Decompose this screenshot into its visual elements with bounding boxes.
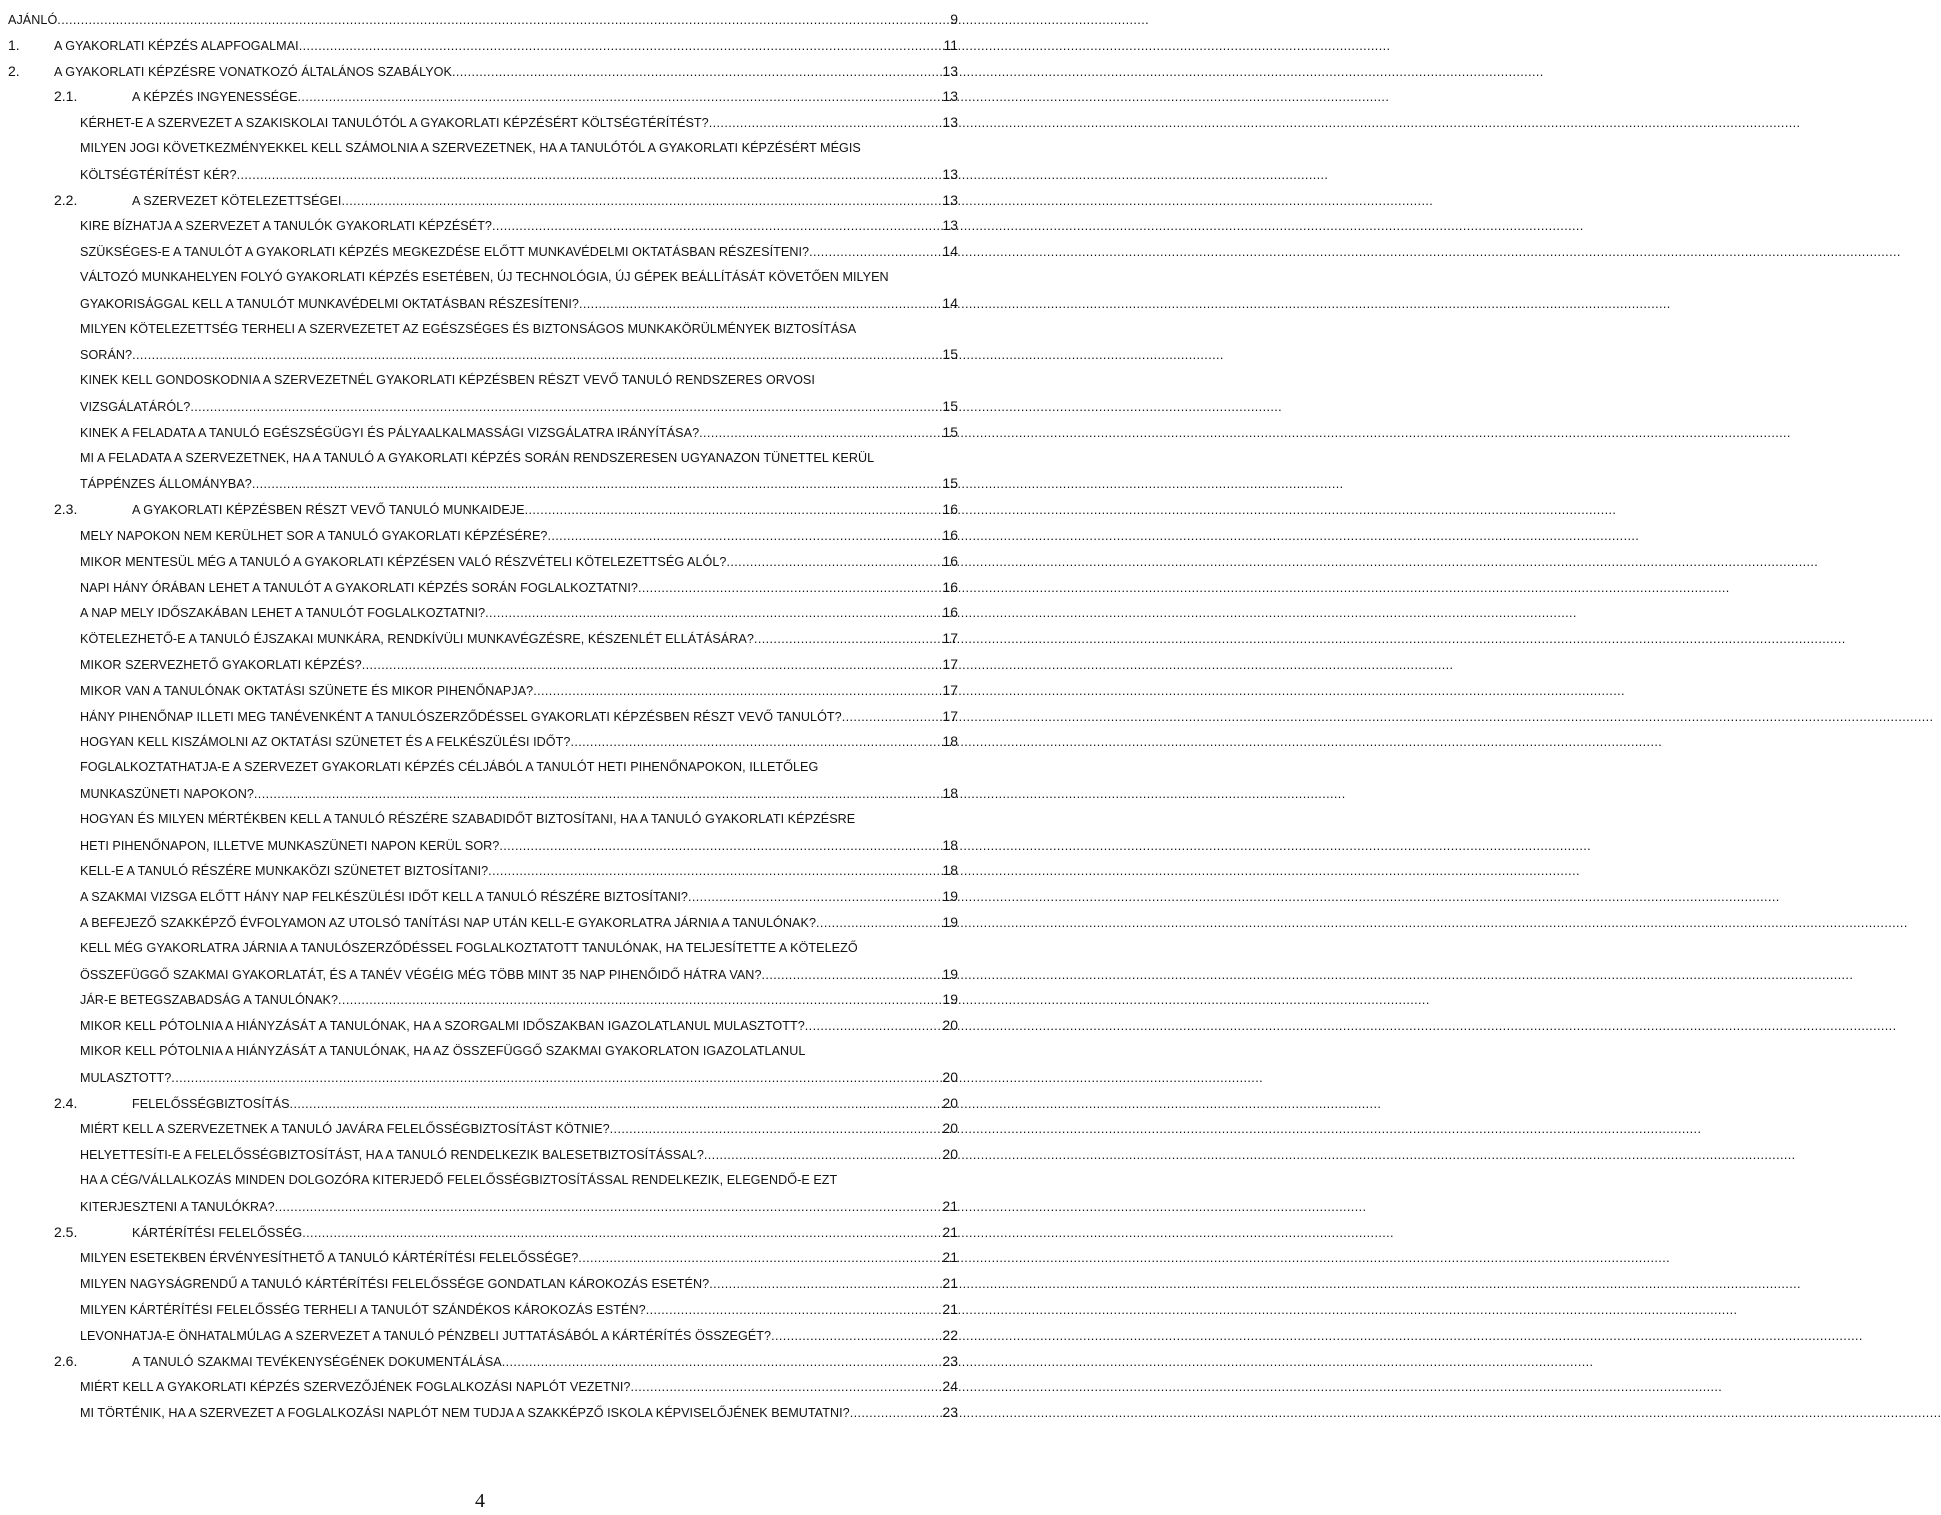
dot-leader — [754, 626, 942, 652]
toc-page-number[interactable]: 13 — [942, 165, 958, 182]
toc-entry[interactable] — [80, 1064, 958, 1090]
toc-entry-text[interactable]: ÖSSZEFÜGGŐ SZAKMAI GYAKORLATÁT, ÉS A TANÉV VÉGÉIG MÉG TÖBB MINT 35 NAP PIHENŐIDŐ HÁTRA VAN? — [80, 967, 762, 982]
toc-page-number[interactable]: 22 — [942, 1326, 958, 1343]
dot-leader — [547, 523, 941, 549]
toc-entry-number: 2. — [8, 62, 20, 79]
toc-page-number[interactable]: 20 — [942, 1094, 958, 1111]
dot-leader — [630, 1374, 941, 1400]
dot-leader — [502, 1349, 942, 1375]
dot-leader — [699, 420, 941, 446]
toc-entry[interactable] — [132, 83, 958, 109]
toc-page-number[interactable]: 21 — [942, 1249, 958, 1266]
toc-entry[interactable] — [80, 857, 958, 883]
dot-leader — [570, 729, 941, 755]
toc-page-number[interactable]: 16 — [942, 604, 958, 621]
toc-entry[interactable] — [80, 522, 958, 548]
toc-entry-text[interactable]: HOGYAN ÉS MILYEN MÉRTÉKBEN KELL A TANULÓ RÉSZÉRE SZABADIDŐT BIZTOSÍTANI, HA A TANULÓ GYAKORLATI KÉPZÉSRE — [80, 811, 856, 826]
toc-entry-text[interactable]: A SZERVEZET KÖTELEZETTSÉGEI — [132, 193, 342, 208]
toc-entry[interactable] — [80, 832, 958, 858]
toc-entry-text[interactable]: GYAKORISÁGGAL KELL A TANULÓT MUNKAVÉDELMI OKTATÁSBAN RÉSZESÍTENI? — [80, 296, 579, 311]
toc-entry[interactable] — [80, 1193, 958, 1219]
toc-entry-text[interactable]: FELELŐSSÉGBIZTOSÍTÁS — [132, 1096, 290, 1111]
toc-entry-text[interactable]: MILYEN KÖTELEZETTSÉG TERHELI A SZERVEZETET AZ EGÉSZSÉGES ÉS BIZTONSÁGOS MUNKAKÖRÜLMÉNYEK BIZTOSÍTÁSA — [80, 321, 857, 336]
dot-leader — [726, 549, 941, 575]
toc-page-number[interactable]: 16 — [942, 501, 958, 518]
dot-leader — [578, 1245, 941, 1271]
dot-leader — [254, 781, 942, 807]
toc-entry[interactable] — [80, 728, 958, 754]
toc-entry-text[interactable]: MIKOR SZERVEZHETŐ GYAKORLATI KÉPZÉS? — [80, 658, 362, 672]
toc-entry[interactable] — [80, 290, 958, 316]
toc-page-number[interactable]: 13 — [942, 62, 958, 79]
toc-page-number[interactable]: 20 — [942, 1146, 958, 1163]
dot-leader — [298, 84, 942, 110]
toc-entry-text[interactable]: LEVONHATJA-E ÖNHATALMÚLAG A SZERVEZET A TANULÓ PÉNZBELI JUTTATÁSÁBÓL A KÁRTÉRÍTÉS ÖSSZEGÉT? — [80, 1328, 772, 1343]
toc-entry-text[interactable]: MUNKASZÜNETI NAPOKON? — [80, 787, 254, 801]
toc-entry-text[interactable]: MILYEN KÁRTÉRÍTÉSI FELELŐSSÉG TERHELI A TANULÓT SZÁNDÉKOS KÁROKOZÁS ESTÉN? — [80, 1303, 646, 1317]
toc-page-number[interactable]: 20 — [942, 1017, 958, 1034]
toc-entry-text[interactable]: MIKOR KELL PÓTOLNIA A HIÁNYZÁSÁT A TANULÓNAK, HA AZ ÖSSZEFÜGGŐ SZAKMAI GYAKORLATON IGAZOLATLANUL — [80, 1044, 806, 1058]
toc-entry-text[interactable]: VIZSGÁLATÁRÓL? — [80, 400, 191, 414]
dot-leader — [362, 652, 942, 678]
dot-leader — [809, 239, 941, 265]
dot-leader — [646, 1297, 942, 1323]
toc-entry[interactable] — [80, 1141, 958, 1167]
dot-leader — [771, 1323, 941, 1349]
dot-leader — [452, 59, 941, 85]
toc-entry[interactable] — [80, 212, 958, 238]
toc-entry-text[interactable]: MILYEN ESETEKBEN ÉRVÉNYESÍTHETŐ A TANULÓ KÁRTÉRÍTÉSI FELELŐSSÉGE? — [80, 1251, 579, 1266]
toc-page-number[interactable]: 16 — [942, 578, 958, 595]
dot-leader — [237, 162, 942, 188]
toc-page-number[interactable]: 21 — [942, 1275, 958, 1292]
toc-page-number[interactable]: 13 — [942, 217, 958, 234]
toc-entry-text[interactable]: KÖLTSÉGTÉRÍTÉST KÉR? — [80, 167, 237, 182]
toc-page-number[interactable]: 13 — [942, 88, 958, 105]
toc-entry-text[interactable]: MIÉRT KELL A GYAKORLATI KÉPZÉS SZERVEZŐJÉNEK FOGLALKOZÁSI NAPLÓT VEZETNI? — [80, 1380, 631, 1395]
dot-leader — [338, 987, 941, 1013]
toc-page-number[interactable]: 20 — [942, 1120, 958, 1137]
toc-entry[interactable] — [80, 1373, 958, 1399]
toc-page-number[interactable]: 19 — [942, 888, 958, 905]
toc-entry-text[interactable]: MIÉRT KELL A SZERVEZETNEK A TANULÓ JAVÁRA FELELŐSSÉGBIZTOSÍTÁST KÖTNIE? — [80, 1122, 610, 1137]
toc-entry[interactable] — [132, 187, 958, 213]
dot-leader — [579, 291, 941, 317]
dot-leader — [341, 188, 941, 214]
page-number: 4 — [475, 1490, 485, 1512]
toc-entry-text[interactable]: MIKOR KELL PÓTOLNIA A HIÁNYZÁSÁT A TANULÓNAK, HA A SZORGALMI IDŐSZAKBAN IGAZOLATLANUL MULASZTOTT? — [80, 1019, 805, 1034]
dot-leader — [533, 678, 941, 704]
toc-entry-text[interactable]: MIKOR VAN A TANULÓNAK OKTATÁSI SZÜNETE ÉS MIKOR PIHENŐNAPJA? — [80, 683, 534, 698]
dot-leader — [842, 704, 942, 730]
toc-entry-number: 2.4. — [54, 1094, 78, 1111]
toc-entry[interactable] — [80, 651, 958, 677]
toc-page-number[interactable]: 19 — [942, 965, 958, 982]
dot-leader — [190, 394, 941, 420]
dot-leader — [709, 1271, 941, 1297]
toc-entry[interactable] — [80, 1244, 958, 1270]
dot-leader — [290, 1091, 942, 1117]
toc-entry-number: 2.2. — [54, 191, 78, 208]
dot-leader — [499, 833, 941, 859]
dot-leader — [688, 884, 941, 910]
toc-entry-text[interactable]: HOGYAN KELL KISZÁMOLNI AZ OKTATÁSI SZÜNETET ÉS A FELKÉSZÜLÉSI IDŐT? — [80, 735, 571, 750]
toc-entry[interactable] — [132, 1348, 958, 1374]
toc-page-number[interactable]: 14 — [942, 294, 958, 311]
toc-page-number[interactable]: 15 — [942, 423, 958, 440]
toc-entry[interactable] — [80, 677, 958, 703]
toc-entry-text[interactable]: KELL-E A TANULÓ RÉSZÉRE MUNKAKÖZI SZÜNETET BIZTOSÍTANI? — [80, 864, 489, 879]
toc-page-number[interactable]: 19 — [942, 914, 958, 930]
toc-entry[interactable] — [80, 1399, 958, 1425]
toc-page-number[interactable]: 15 — [942, 475, 958, 492]
toc-entry-text[interactable]: A KÉPZÉS INGYENESSÉGE — [132, 90, 298, 105]
toc-entry[interactable] — [80, 548, 958, 574]
dot-leader — [525, 497, 942, 523]
toc-entry-text[interactable]: KIRE BÍZHATJA A SZERVEZET A TANULÓK GYAKORLATI KÉPZÉSÉT? — [80, 219, 492, 234]
dot-leader — [762, 962, 942, 988]
toc-entry[interactable] — [80, 238, 958, 264]
toc-entry[interactable] — [80, 780, 958, 806]
toc-entry-text[interactable]: KÖTELEZHETŐ-E A TANULÓ ÉJSZAKAI MUNKÁRA, RENDKÍVÜLI MUNKAVÉGZÉSRE, KÉSZENLÉT ELLÁTÁSÁRA? — [80, 632, 754, 647]
toc-entry[interactable] — [132, 1090, 958, 1116]
toc-page-number[interactable]: 9 — [950, 11, 958, 27]
toc-entry-text[interactable]: A GYAKORLATI KÉPZÉSRE VONATKOZÓ ÁLTALÁNOS SZABÁLYOK — [54, 64, 452, 79]
toc-entry-text[interactable]: HETI PIHENŐNAPON, ILLETVE MUNKASZÜNETI NAPON KERÜL SOR? — [80, 838, 500, 853]
toc-entry-text[interactable]: MULASZTOTT? — [80, 1070, 172, 1085]
toc-page-number[interactable]: 17 — [942, 707, 958, 724]
toc-entry[interactable] — [80, 574, 958, 600]
dot-leader — [57, 7, 949, 33]
toc-page-number[interactable]: 13 — [942, 114, 958, 131]
toc-entry[interactable] — [54, 32, 958, 58]
dot-leader — [302, 1220, 941, 1246]
toc-entry[interactable] — [80, 703, 958, 729]
toc-entry-number: 2.5. — [54, 1223, 78, 1240]
toc-entry[interactable] — [80, 883, 958, 909]
toc-page-number[interactable]: 17 — [942, 630, 958, 647]
dot-leader — [485, 600, 941, 626]
toc-entry-number: 1. — [8, 36, 20, 53]
toc-page-number[interactable]: 21 — [942, 1301, 958, 1317]
toc-entry-text[interactable]: MI A FELADATA A SZERVEZETNEK, HA A TANULÓ A GYAKORLATI KÉPZÉS SORÁN RENDSZERESEN UGYANAZON TÜNETTEL KERÜL — [80, 450, 875, 465]
toc-page-number[interactable]: 21 — [942, 1223, 958, 1240]
toc-page-number[interactable]: 14 — [942, 243, 958, 260]
toc-entry-text[interactable]: KÉRHET-E A SZERVEZET A SZAKISKOLAI TANULÓTÓL A GYAKORLATI KÉPZÉSÉRT KÖLTSÉGTÉRÍTÉST? — [80, 116, 709, 131]
toc-entry-text[interactable]: HELYETTESÍTI-E A FELELŐSSÉGBIZTOSÍTÁST, HA A TANULÓ RENDELKEZIK BALESETBIZTOSÍTÁSSAL? — [80, 1148, 704, 1163]
toc-page-number[interactable]: 21 — [942, 1197, 958, 1214]
toc-entry-number: 2.1. — [54, 88, 78, 105]
dot-leader — [275, 1194, 942, 1220]
toc-entry-text[interactable]: FOGLALKOZTATHATJA-E A SZERVEZET GYAKORLATI KÉPZÉS CÉLJÁBÓL A TANULÓT HETI PIHENŐNAPOKON, ILLETŐLEG — [80, 760, 819, 775]
toc-entry[interactable] — [80, 161, 958, 187]
toc-entry[interactable] — [132, 496, 958, 522]
toc-page-number[interactable]: 19 — [942, 991, 958, 1008]
toc-entry[interactable] — [132, 1219, 958, 1245]
toc-entry[interactable] — [80, 909, 958, 935]
toc-entry[interactable] — [80, 1322, 958, 1348]
toc-entry-text[interactable]: NAPI HÁNY ÓRÁBAN LEHET A TANULÓT A GYAKORLATI KÉPZÉS SORÁN FOGLALKOZTATNI? — [80, 580, 638, 595]
toc-entry[interactable] — [80, 961, 958, 987]
toc-entry-text[interactable]: KITERJESZTENI A TANULÓKRA? — [80, 1199, 275, 1214]
toc-page-number[interactable]: 18 — [942, 785, 958, 801]
toc-entry-number: 2.6. — [54, 1352, 78, 1369]
toc-page-number[interactable]: 16 — [942, 552, 958, 569]
toc-entry-text[interactable]: A GYAKORLATI KÉPZÉS ALAPFOGALMAI — [54, 38, 299, 53]
toc-page-number[interactable]: 17 — [942, 681, 958, 698]
dot-leader — [709, 110, 942, 136]
toc-page-number[interactable]: 11 — [943, 36, 958, 53]
toc-page-number[interactable]: 24 — [942, 1378, 958, 1395]
toc-entry-text[interactable]: JÁR-E BETEGSZABADSÁG A TANULÓNAK? — [80, 993, 339, 1008]
toc-entry[interactable] — [80, 599, 958, 625]
toc-entry[interactable] — [80, 419, 958, 445]
toc-entry-text[interactable]: HA A CÉG/VÁLLALKOZÁS MINDEN DOLGOZÓRA KITERJEDŐ FELELŐSSÉGBIZTOSÍTÁSSAL RENDELKEZIK, ELEGENDŐ-E EZT — [80, 1173, 838, 1187]
dot-leader — [805, 1013, 942, 1039]
toc-entry-text[interactable]: AJÁNLÓ — [8, 13, 58, 27]
dot-leader — [488, 858, 941, 884]
toc-page-number[interactable]: 13 — [942, 191, 958, 208]
toc-entry-text[interactable]: KINEK KELL GONDOSKODNIA A SZERVEZETNÉL GYAKORLATI KÉPZÉSBEN RÉSZT VEVŐ TANULÓ RENDSZERES ORVOSI — [80, 373, 815, 388]
toc-entry-text[interactable]: HÁNY PIHENŐNAP ILLETI MEG TANÉVENKÉNT A TANULÓSZERZŐDÉSSEL GYAKORLATI KÉPZÉSBEN RÉSZT VEVŐ TANULÓT? — [80, 709, 842, 724]
dot-leader — [299, 33, 943, 59]
toc-entry-text[interactable]: KÁRTÉRÍTÉSI FELELŐSSÉG — [132, 1225, 303, 1240]
toc-page-number[interactable]: 23 — [942, 1352, 958, 1369]
toc-page-number[interactable]: 23 — [942, 1404, 958, 1421]
toc-page-number[interactable]: 20 — [942, 1068, 958, 1085]
dot-leader — [638, 575, 941, 601]
toc-entry[interactable] — [80, 1115, 958, 1141]
dot-leader — [492, 213, 941, 239]
toc-entry-text[interactable]: A BEFEJEZŐ SZAKKÉPZŐ ÉVFOLYAMON AZ UTOLSÓ TANÍTÁSI NAP UTÁN KELL-E GYAKORLATRA JÁRNIA A TANULÓNAK? — [80, 916, 817, 930]
dot-leader — [610, 1116, 942, 1142]
toc-entry[interactable] — [80, 1296, 958, 1322]
dot-leader — [252, 471, 942, 497]
toc-entry-text[interactable]: MILYEN NAGYSÁGRENDŰ A TANULÓ KÁRTÉRÍTÉSI FELELŐSSÉGE GONDATLAN KÁROKOZÁS ESETÉN? — [80, 1277, 710, 1292]
toc-entry-text[interactable]: VÁLTOZÓ MUNKAHELYEN FOLYÓ GYAKORLATI KÉPZÉS ESETÉBEN, ÚJ TECHNOLÓGIA, ÚJ GÉPEK BEÁLLÍTÁSÁT KÖVETŐEN MILYEN — [80, 270, 889, 284]
toc-entry[interactable] — [80, 1012, 958, 1038]
toc-page-number[interactable]: 17 — [942, 656, 958, 672]
toc-entry[interactable] — [8, 6, 958, 32]
toc-entry-text[interactable]: TÁPPÉNZES ÁLLOMÁNYBA? — [80, 477, 252, 492]
dot-leader — [850, 1400, 942, 1426]
toc-entry-text[interactable]: A GYAKORLATI KÉPZÉSBEN RÉSZT VEVŐ TANULÓ MUNKAIDEJE — [132, 503, 525, 518]
dot-leader — [132, 342, 941, 368]
toc-entry-text[interactable]: MELY NAPOKON NEM KERÜLHET SOR A TANULÓ GYAKORLATI KÉPZÉSÉRE? — [80, 529, 548, 543]
toc-entry-text[interactable]: A NAP MELY IDŐSZAKÁBAN LEHET A TANULÓT FOGLALKOZTATNI? — [80, 606, 486, 621]
toc-page-number[interactable]: 18 — [942, 862, 958, 879]
toc-entry[interactable] — [80, 470, 958, 496]
toc-page-number[interactable]: 15 — [942, 346, 958, 363]
toc-entry-text[interactable]: MI TÖRTÉNIK, HA A SZERVEZET A FOGLALKOZÁSI NAPLÓT NEM TUDJA A SZAKKÉPZŐ ISKOLA KÉPVISELŐJÉNEK BEMUTATNI? — [80, 1406, 850, 1421]
toc-entry[interactable] — [80, 109, 958, 135]
toc-entry[interactable] — [80, 625, 958, 651]
toc-entry-text[interactable]: MIKOR MENTESÜL MÉG A TANULÓ A GYAKORLATI KÉPZÉSEN VALÓ RÉSZVÉTELI KÖTELEZETTSÉG ALÓL? — [80, 554, 727, 569]
toc-entry[interactable] — [80, 341, 958, 367]
toc-entry-text[interactable]: MILYEN JOGI KÖVETKEZMÉNYEKKEL KELL SZÁMOLNIA A SZERVEZETNEK, HA A TANULÓTÓL A GYAKORLATI KÉPZÉSÉRT MÉGIS — [80, 141, 861, 155]
toc-page-number[interactable]: 15 — [942, 398, 958, 414]
toc-entry-text[interactable]: KINEK A FELADATA A TANULÓ EGÉSZSÉGÜGYI ÉS PÁLYAALKALMASSÁGI VIZSGÁLATRA IRÁNYÍTÁSA? — [80, 425, 700, 440]
toc-entry-number: 2.3. — [54, 501, 78, 518]
toc-entry-text[interactable]: KELL MÉG GYAKORLATRA JÁRNIA A TANULÓSZERZŐDÉSSEL FOGLALKOZTATOTT TANULÓNAK, HA TELJESÍTETTE A KÖTELEZŐ — [80, 940, 858, 955]
toc-page-number[interactable]: 16 — [942, 527, 958, 543]
dot-leader — [704, 1142, 942, 1168]
toc-entry-text[interactable]: A SZAKMAI VIZSGA ELŐTT HÁNY NAP FELKÉSZÜLÉSI IDŐT KELL A TANULÓ RÉSZÉRE BIZTOSÍTANI? — [80, 890, 688, 905]
toc-entry[interactable] — [80, 986, 958, 1012]
toc-entry-text[interactable]: SORÁN? — [80, 348, 133, 363]
toc-entry[interactable] — [80, 393, 958, 419]
toc-page-number[interactable]: 18 — [942, 836, 958, 853]
dot-leader — [171, 1065, 941, 1091]
toc-entry-text[interactable]: A TANULÓ SZAKMAI TEVÉKENYSÉGÉNEK DOKUMENTÁLÁSA — [132, 1354, 502, 1369]
toc-entry[interactable] — [54, 58, 958, 84]
toc-page-number[interactable]: 18 — [942, 733, 958, 750]
toc-entry[interactable] — [80, 1270, 958, 1296]
toc-entry-text[interactable]: SZÜKSÉGES-E A TANULÓT A GYAKORLATI KÉPZÉS MEGKEZDÉSE ELŐTT MUNKAVÉDELMI OKTATÁSBAN RÉSZESÍTENI? — [80, 245, 810, 260]
dot-leader — [816, 910, 941, 936]
